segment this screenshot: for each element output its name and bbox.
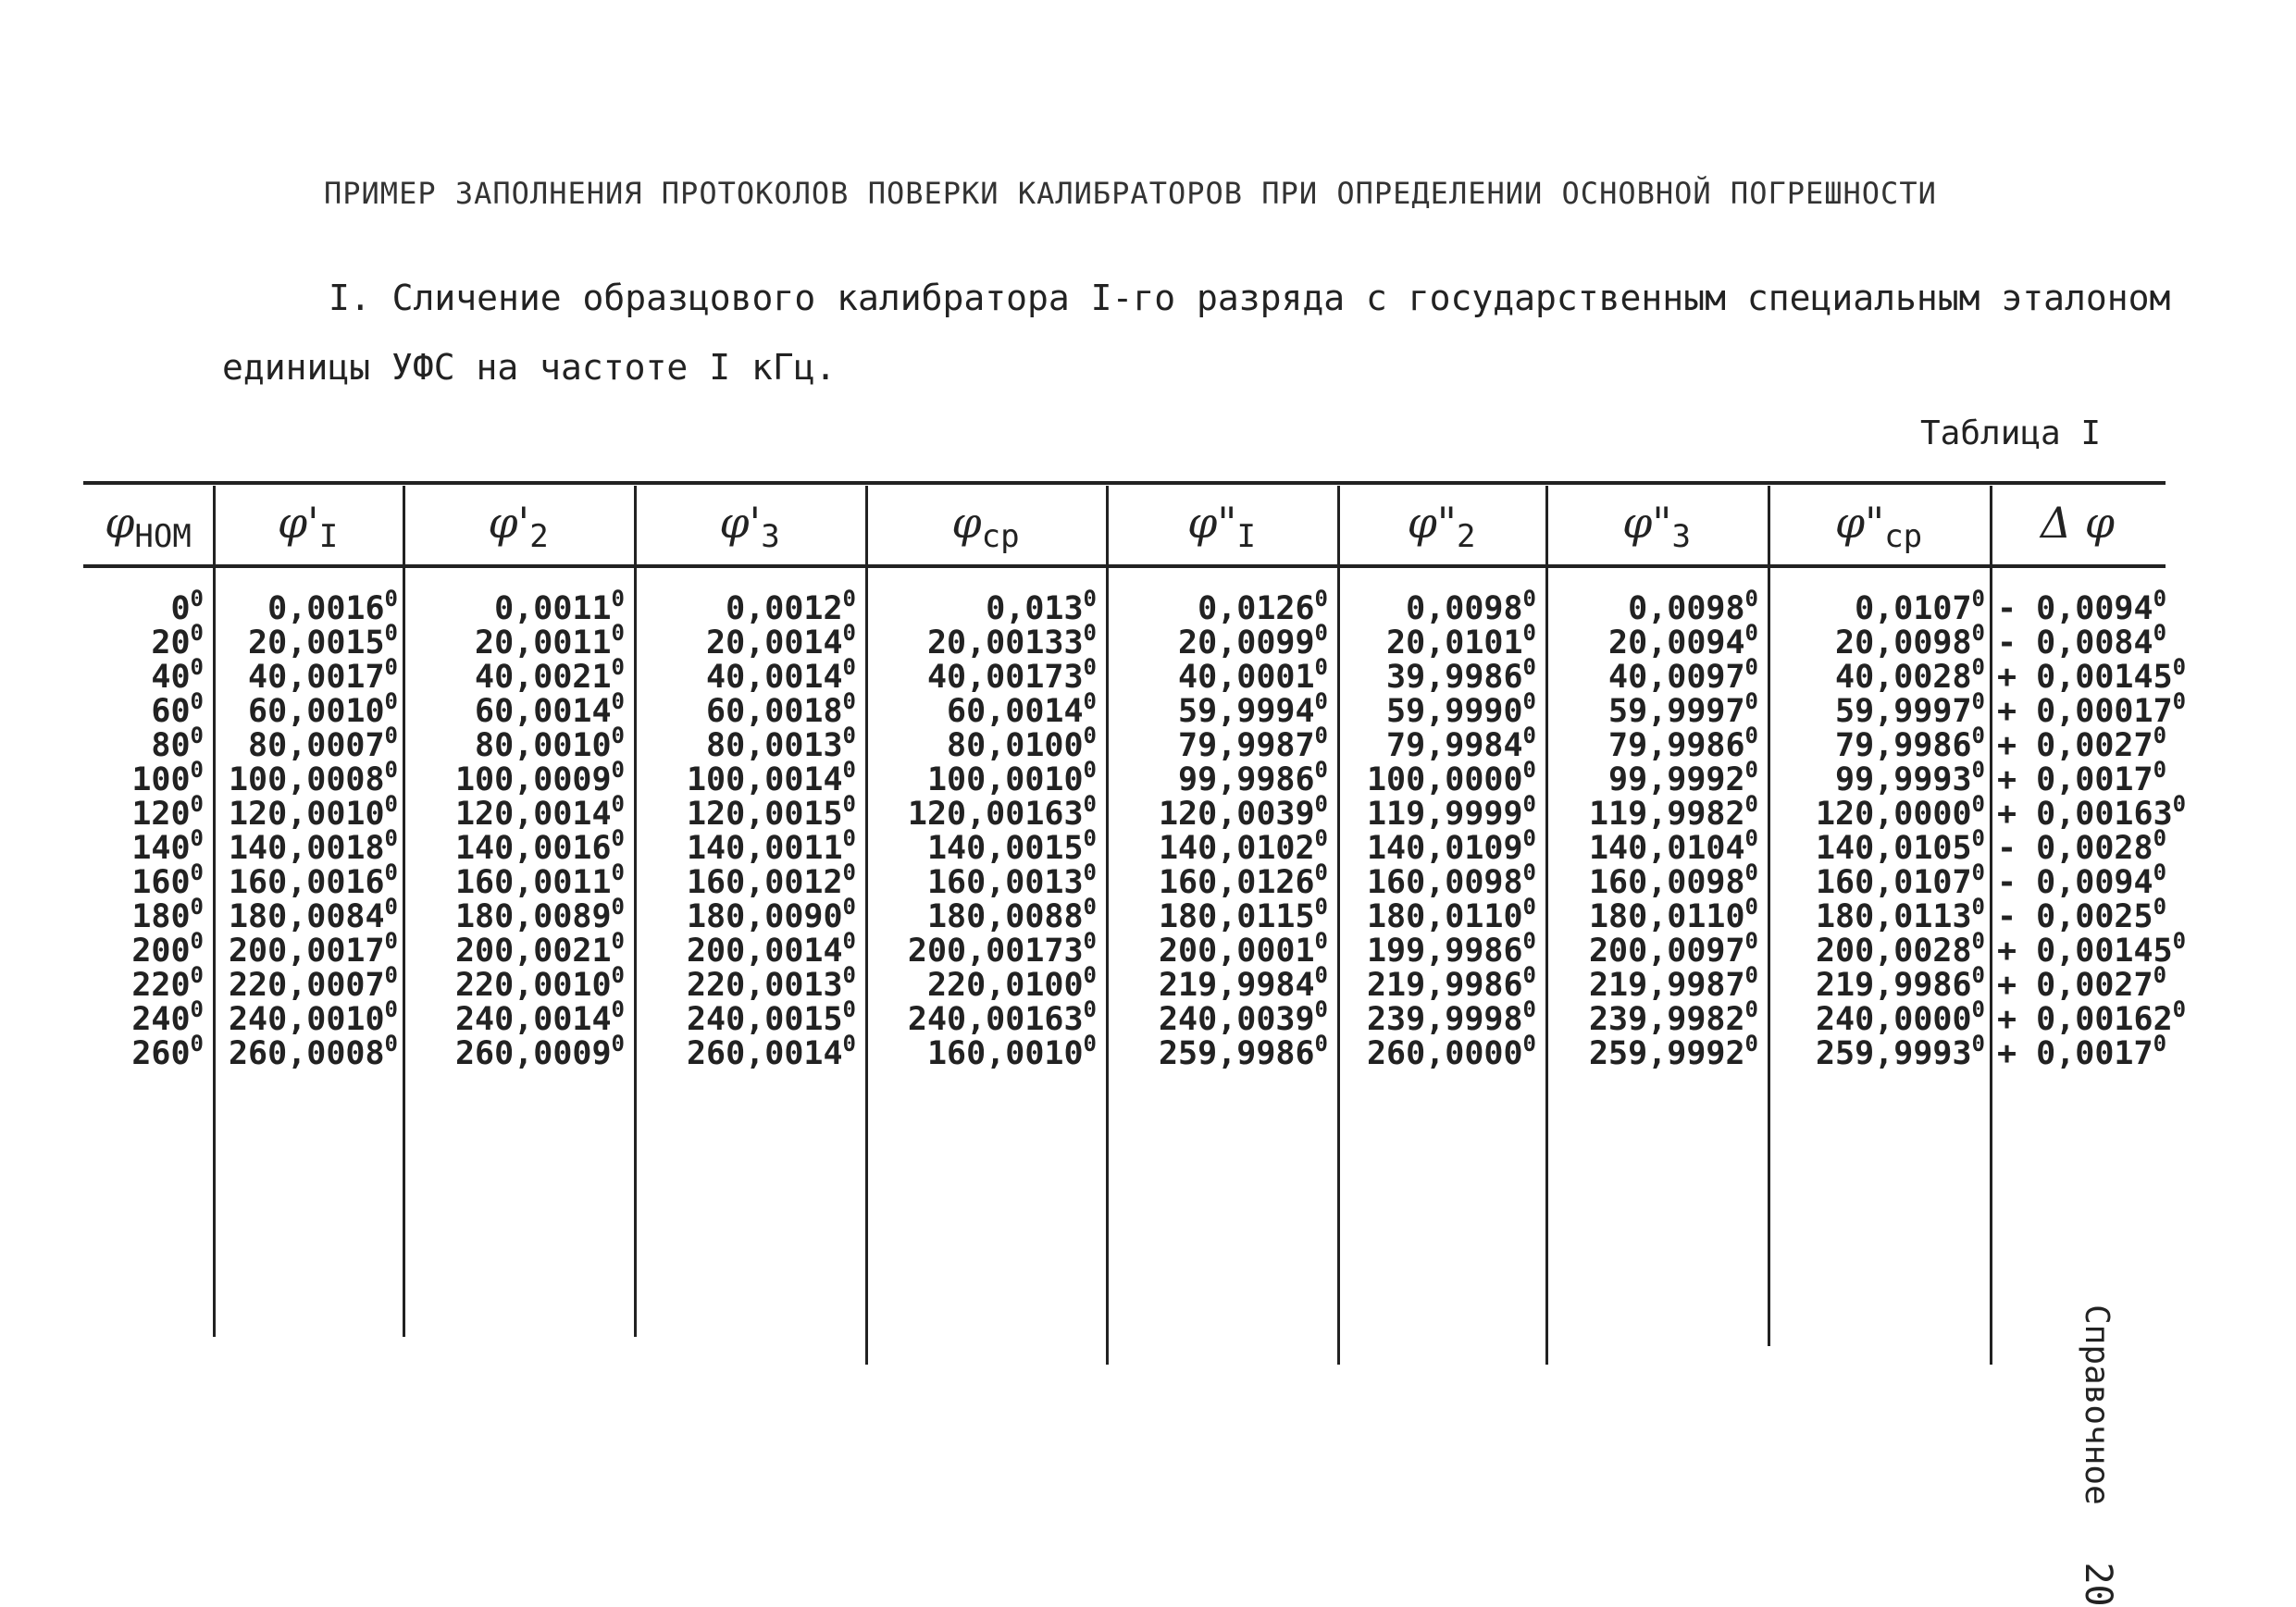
table-cell: 120,00163$^0$ [907, 791, 1097, 833]
table-cell: 99,9986$^0$ [1178, 757, 1328, 798]
table-cell: 219,9986$^0$ [1366, 962, 1536, 1004]
table-cell: 240,00163$^0$ [907, 996, 1097, 1038]
table-cell: - 0,0025$^0$ [1997, 894, 2167, 935]
header-symbol: φ" [1622, 498, 1672, 548]
table-cell: 260,0000$^0$ [1366, 1031, 1536, 1072]
table-cell: 120,0014$^0$ [454, 791, 625, 833]
table-cell: 60,0014$^0$ [947, 688, 1097, 730]
table-cell: 59,9994$^0$ [1178, 688, 1328, 730]
table-cell: + $0,0017^0$ [1997, 757, 2167, 798]
table-cell: 79,9984$^0$ [1386, 723, 1536, 764]
table-cell: 260,0008$^0$ [228, 1031, 398, 1072]
table-cell: 240,0010$^0$ [228, 996, 398, 1038]
table-cell: 259,9993$^0$ [1815, 1031, 1985, 1072]
column-header [1768, 498, 1990, 562]
table-row [83, 1031, 2167, 1072]
table-label: Таблица I [1920, 414, 2102, 452]
table-cell: + $0,00162^0$ [1997, 996, 2187, 1038]
table-cell: 140,0102$^0$ [1158, 825, 1328, 867]
table-cell: 0,0098$^0$ [1406, 586, 1536, 627]
table-cell: 80,0100$^0$ [947, 723, 1097, 764]
table-cell: 60,0010$^0$ [248, 688, 398, 730]
header-subscript: 2 [529, 518, 549, 556]
table-cell: + $0,00145^0$ [1997, 654, 2187, 696]
header-symbol: φ [105, 498, 135, 548]
table-cell: 100,0008$^0$ [228, 757, 398, 798]
table-cell: + $0,00145^0$ [1997, 928, 2187, 970]
table-cell: 20,0098$^0$ [1835, 620, 1985, 661]
table-cell: $20^0$ [151, 620, 204, 661]
table-cell: $80^0$ [151, 723, 204, 764]
side-note [2077, 1304, 2119, 1607]
table-cell: 160,0010$^0$ [926, 1031, 1097, 1072]
table-cell: 60,0014$^0$ [475, 688, 625, 730]
table-cell: 100,0000$^0$ [1366, 757, 1536, 798]
table-cell: 40,0028$^0$ [1835, 654, 1985, 696]
table-cell: 239,9982$^0$ [1588, 996, 1758, 1038]
table-cell: 0,0016$^0$ [267, 586, 398, 627]
table-cell: 40,0021$^0$ [475, 654, 625, 696]
table-cell: 220,0013$^0$ [686, 962, 856, 1004]
header-subscript: 3 [761, 518, 780, 556]
table-cell: $120^0$ [131, 791, 204, 833]
table-cell: 260,0014$^0$ [686, 1031, 856, 1072]
table-cell: 140,0018$^0$ [228, 825, 398, 867]
table-cell: - 0,0094$^0$ [1997, 586, 2167, 627]
table-cell: 20,00133$^0$ [926, 620, 1097, 661]
paragraph-line-2: единицы УФС на частоте I кГц. [222, 347, 837, 388]
table-cell: 200,0028$^0$ [1815, 928, 1985, 970]
table-cell: 140,0015$^0$ [926, 825, 1097, 867]
table-cell: 40,0014$^0$ [706, 654, 856, 696]
table-cell: 120,0039$^0$ [1158, 791, 1328, 833]
column-header [1337, 498, 1545, 562]
table-cell: 240,0000$^0$ [1815, 996, 1985, 1038]
table-cell: 220,0007$^0$ [228, 962, 398, 1004]
table-cell: 160,0107$^0$ [1815, 859, 1985, 901]
header-symbol: φ" [1407, 498, 1457, 548]
column-divider [1106, 486, 1109, 1365]
table-cell: + $0,00163^0$ [1997, 791, 2187, 833]
table-cell: $220^0$ [131, 962, 204, 1004]
table-cell: $180^0$ [131, 894, 204, 935]
table-cell: 140,0109$^0$ [1366, 825, 1536, 867]
column-header [1545, 498, 1768, 562]
header-symbol: φ' [719, 498, 762, 548]
table-cell: 120,0000$^0$ [1815, 791, 1985, 833]
table-cell: 160,0011$^0$ [454, 859, 625, 901]
table-cell: 200,0014$^0$ [686, 928, 856, 970]
table-cell: 0,0126$^0$ [1198, 586, 1328, 627]
column-divider [213, 486, 216, 1337]
column-header [865, 498, 1106, 562]
side-note-label: Справочное [2078, 1304, 2116, 1505]
column-divider [634, 486, 637, 1337]
header-symbol: φ" [1834, 498, 1885, 548]
table-top-rule [83, 481, 2166, 485]
table-cell: $40^0$ [151, 654, 204, 696]
column-divider [865, 486, 868, 1365]
header-symbol: φ" [1187, 498, 1237, 548]
table-cell: 220,0100$^0$ [926, 962, 1097, 1004]
table-cell: 259,9992$^0$ [1588, 1031, 1758, 1072]
table-cell: + $0,0027^0$ [1997, 962, 2167, 1004]
table-cell: 59,9990$^0$ [1386, 688, 1536, 730]
table-cell: 180,0090$^0$ [686, 894, 856, 935]
header-symbol: Δ φ [2040, 498, 2116, 548]
table-cell: 59,9997$^0$ [1835, 688, 1985, 730]
table-cell: 79,9986$^0$ [1608, 723, 1758, 764]
column-header [403, 498, 634, 562]
table-cell: 140,0105$^0$ [1815, 825, 1985, 867]
table-cell: 140,0104$^0$ [1588, 825, 1758, 867]
table-cell: 100,0014$^0$ [686, 757, 856, 798]
column-header [1106, 498, 1337, 562]
header-subscript: ср [1884, 518, 1923, 556]
table-cell: $240^0$ [131, 996, 204, 1038]
table-cell: 200,00173$^0$ [907, 928, 1097, 970]
table-cell: + $0,0027^0$ [1997, 723, 2167, 764]
table-cell: - 0,0084$^0$ [1997, 620, 2167, 661]
table-cell: - 0,0094$^0$ [1997, 859, 2167, 901]
table-cell: 80,0013$^0$ [706, 723, 856, 764]
table-cell: 160,0098$^0$ [1366, 859, 1536, 901]
table-cell: 260,0009$^0$ [454, 1031, 625, 1072]
column-divider [1545, 486, 1548, 1365]
table-cell: 160,0126$^0$ [1158, 859, 1328, 901]
table-cell: 20,0015$^0$ [248, 620, 398, 661]
table-cell: 160,0016$^0$ [228, 859, 398, 901]
measurement-table [83, 481, 2187, 1360]
table-cell: 20,0011$^0$ [475, 620, 625, 661]
table-cell: 99,9992$^0$ [1608, 757, 1758, 798]
table-cell: 99,9993$^0$ [1835, 757, 1985, 798]
table-cell: 140,0011$^0$ [686, 825, 856, 867]
table-cell: 39,9986$^0$ [1386, 654, 1536, 696]
table-cell: 0,013$^0$ [986, 586, 1097, 627]
table-cell: $0^0$ [170, 586, 204, 627]
table-cell: 180,0110$^0$ [1588, 894, 1758, 935]
table-cell: 100,0010$^0$ [926, 757, 1097, 798]
table-cell: 200,0097$^0$ [1588, 928, 1758, 970]
table-cell: $140^0$ [131, 825, 204, 867]
table-cell: $160^0$ [131, 859, 204, 901]
table-cell: 180,0110$^0$ [1366, 894, 1536, 935]
table-cell: 119,9999$^0$ [1366, 791, 1536, 833]
table-cell: 240,0015$^0$ [686, 996, 856, 1038]
table-cell: 180,0088$^0$ [926, 894, 1097, 935]
table-cell: $260^0$ [131, 1031, 204, 1072]
table-header-rule [83, 564, 2166, 568]
table-cell: 200,0017$^0$ [228, 928, 398, 970]
table-cell: $60^0$ [151, 688, 204, 730]
table-cell: 40,0001$^0$ [1178, 654, 1328, 696]
table-cell: 180,0113$^0$ [1815, 894, 1985, 935]
header-subscript: I [318, 518, 339, 556]
table-cell: 219,9986$^0$ [1815, 962, 1985, 1004]
table-cell: 259,9986$^0$ [1158, 1031, 1328, 1072]
table-cell: 80,0007$^0$ [248, 723, 398, 764]
header-symbol: φ' [488, 498, 530, 548]
table-cell: 160,0098$^0$ [1588, 859, 1758, 901]
table-cell: 40,00173$^0$ [926, 654, 1097, 696]
column-header [1990, 498, 2166, 562]
table-cell: 180,0115$^0$ [1158, 894, 1328, 935]
table-cell: 240,0014$^0$ [454, 996, 625, 1038]
table-cell: 40,0097$^0$ [1608, 654, 1758, 696]
table-cell: 59,9997$^0$ [1608, 688, 1758, 730]
table-cell: 220,0010$^0$ [454, 962, 625, 1004]
header-subscript: НОМ [134, 518, 192, 556]
table-cell: 0,0012$^0$ [726, 586, 856, 627]
table-cell: 119,9982$^0$ [1588, 791, 1758, 833]
table-cell: 120,0015$^0$ [686, 791, 856, 833]
column-divider [1768, 486, 1770, 1346]
table-cell: 140,0016$^0$ [454, 825, 625, 867]
column-header [634, 498, 865, 562]
column-header [213, 498, 403, 562]
table-cell: 0,0107$^0$ [1855, 586, 1985, 627]
table-cell: 0,0098$^0$ [1628, 586, 1758, 627]
header-symbol: φ [951, 498, 982, 548]
table-cell: 60,0018$^0$ [706, 688, 856, 730]
header-subscript: ср [981, 518, 1020, 556]
table-cell: + $0,00017^0$ [1997, 688, 2187, 730]
header-subscript: 2 [1456, 518, 1476, 556]
table-cell: 20,0099$^0$ [1178, 620, 1328, 661]
table-cell: 219,9987$^0$ [1588, 962, 1758, 1004]
table-cell: 79,9987$^0$ [1178, 723, 1328, 764]
header-subscript: 3 [1671, 518, 1691, 556]
table-cell: 0,0011$^0$ [494, 586, 625, 627]
document-heading: ПРИМЕР ЗАПОЛНЕНИЯ ПРОТОКОЛОВ ПОВЕРКИ КАЛИБРАТОРОВ ПРИ ОПРЕДЕЛЕНИИ ОСНОВНОЙ ПОГРЕШНОСТИ [324, 176, 1937, 211]
table-cell: 240,0039$^0$ [1158, 996, 1328, 1038]
table-cell: 180,0089$^0$ [454, 894, 625, 935]
table-cell: 239,9998$^0$ [1366, 996, 1536, 1038]
header-symbol: φ' [277, 498, 319, 548]
table-cell: 180,0084$^0$ [228, 894, 398, 935]
page-number: 20 [2077, 1562, 2119, 1607]
column-divider [1990, 486, 1992, 1365]
table-cell: 20,0014$^0$ [706, 620, 856, 661]
table-cell: 20,0094$^0$ [1608, 620, 1758, 661]
table-cell: 200,0021$^0$ [454, 928, 625, 970]
paragraph-line-1: I. Сличение образцового калибратора I-го разряда с государственным специальным эталоном [329, 278, 2171, 318]
table-cell: 40,0017$^0$ [248, 654, 398, 696]
column-divider [1337, 486, 1340, 1365]
table-cell: + $0,0017^0$ [1997, 1031, 2167, 1072]
table-cell: 79,9986$^0$ [1835, 723, 1985, 764]
table-cell: 20,0101$^0$ [1386, 620, 1536, 661]
table-cell: 120,0010$^0$ [228, 791, 398, 833]
table-cell: 100,0009$^0$ [454, 757, 625, 798]
table-cell: 160,0012$^0$ [686, 859, 856, 901]
header-subscript: I [1236, 518, 1256, 556]
table-cell: $200^0$ [131, 928, 204, 970]
table-cell: 199,9986$^0$ [1366, 928, 1536, 970]
table-cell: 219,9984$^0$ [1158, 962, 1328, 1004]
table-cell: 160,0013$^0$ [926, 859, 1097, 901]
table-cell: - 0,0028$^0$ [1997, 825, 2167, 867]
table-cell: 200,0001$^0$ [1158, 928, 1328, 970]
table-cell: 80,0010$^0$ [475, 723, 625, 764]
column-header [83, 498, 213, 562]
column-divider [403, 486, 405, 1337]
table-cell: $100^0$ [131, 757, 204, 798]
